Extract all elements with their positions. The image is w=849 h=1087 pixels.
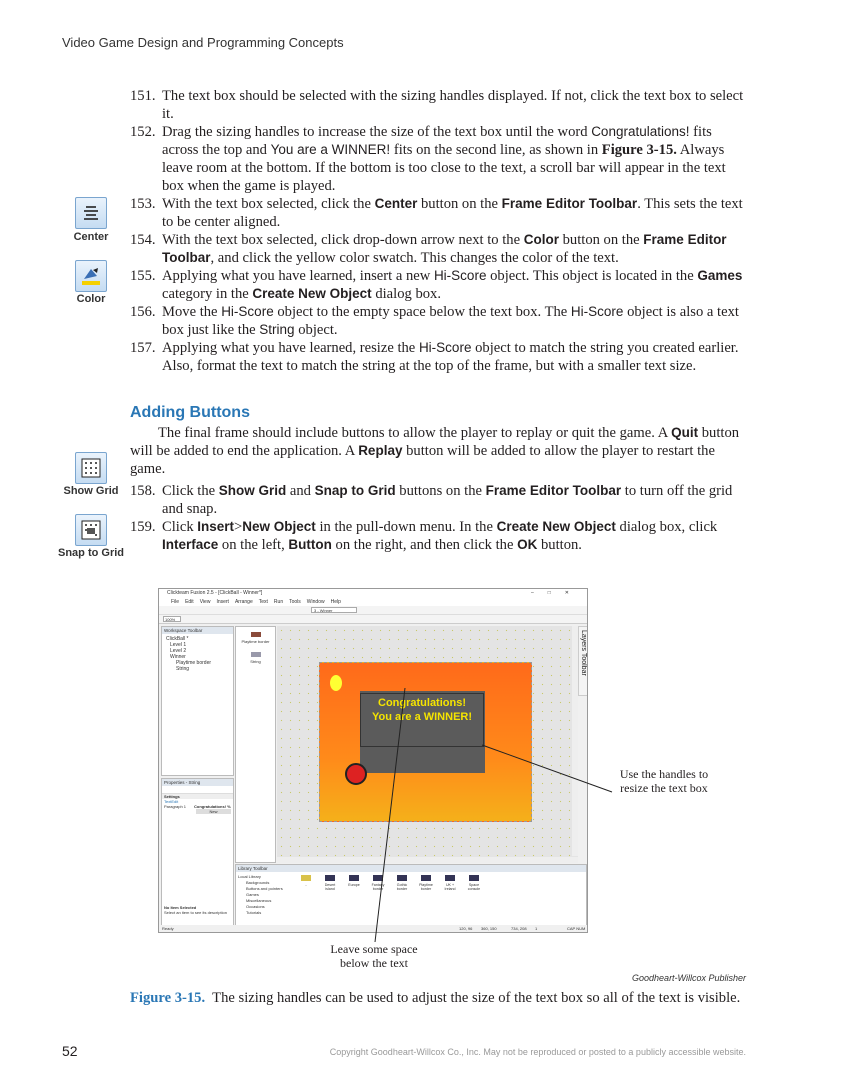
text-segment: object to match the string you created earlier. Also, format the text to match the string at the top of the frame, but with a smaller text size.	[162, 340, 739, 374]
status-pos3: 734, 208	[511, 926, 527, 931]
status-count: 1	[535, 926, 538, 931]
text-segment: OK	[517, 537, 538, 552]
library-item-label: Space console	[467, 883, 481, 891]
callout-handles: Use the handles to resize the text box	[619, 767, 709, 795]
text-segment: Create New Object	[252, 286, 372, 301]
step-number: 153.	[130, 196, 156, 212]
text-segment: button on the	[417, 196, 502, 212]
text-segment: Hi-Score	[418, 340, 472, 355]
text-segment: object. This object is located in the	[486, 268, 698, 284]
layers-toolbar-tab[interactable]: Layers Toolbar	[578, 626, 588, 696]
workspace-item[interactable]: ClickBall *	[166, 636, 189, 642]
text-segment: Games	[697, 268, 743, 283]
text-segment: fits on the second line, as shown in	[390, 142, 602, 158]
text-segment: on the right, and then click the	[331, 537, 518, 553]
text-segment: on the left,	[218, 537, 289, 553]
text-segment: Hi-Score	[433, 268, 487, 283]
text-segment: Interface	[162, 537, 219, 552]
paragraph-value[interactable]: Congratulations! %	[194, 804, 231, 809]
status-ready: Ready	[162, 926, 174, 931]
menu-run[interactable]: Run	[273, 599, 284, 605]
workspace-title: Workspace Toolbar	[162, 627, 233, 634]
running-header: Video Game Design and Programming Concepts	[62, 35, 344, 50]
text-segment: Create New Object	[496, 519, 616, 534]
object-playtime-border[interactable]: Playtime border	[241, 639, 270, 644]
step-number: 152.	[130, 124, 156, 140]
text-segment: Applying what you have learned, resize the	[162, 340, 419, 356]
library-item-label: Gothic border	[396, 883, 408, 891]
text-segment: New Object	[242, 519, 316, 534]
text-segment: button will be added to end the application. A	[130, 425, 740, 459]
menu-edit[interactable]: Edit	[185, 599, 194, 605]
copyright: Copyright Goodheart-Willcox Co., Inc. May not be reproduced or posted to a publicly accessible website.	[329, 1047, 746, 1057]
text-segment: buttons on the	[395, 483, 486, 499]
workspace-item[interactable]: Level 1	[170, 642, 187, 648]
text-segment: Hi-Score	[570, 304, 624, 319]
menu-help[interactable]: Help	[330, 599, 341, 605]
text-segment: String	[259, 322, 295, 337]
text-segment: Click the	[162, 483, 219, 499]
text-segment: With the text box selected, click the	[162, 196, 375, 212]
snap-to-grid-label: Snap to Grid	[58, 547, 124, 559]
figure-caption	[130, 989, 750, 1007]
library-category[interactable]: Backgrounds	[246, 880, 270, 885]
text-segment: Always leave room at the bottom. If the bottom is too close to the text, a scroll bar will appear in the text box when the game is played.	[162, 142, 726, 194]
text-segment: . This sets the text to be center aligned.	[162, 196, 743, 230]
text-segment: Quit	[671, 425, 699, 440]
text-segment: Center	[374, 196, 418, 211]
object-string[interactable]: String	[250, 659, 261, 664]
window-title: Clickteam Fusion 2.5 - [ClickBall - Winner*]	[167, 590, 263, 596]
step-number: 157.	[130, 340, 156, 356]
text-segment: Frame Editor Toolbar	[162, 232, 727, 265]
text-segment: Button	[288, 537, 332, 552]
congrats-text: Congratulations!	[378, 697, 466, 709]
text-segment: Applying what you have learned, insert a new	[162, 268, 434, 284]
desc-text: Select an item to see its description	[164, 910, 227, 915]
text-segment: category in the	[162, 286, 253, 302]
text-segment: Figure 3-15.	[601, 142, 677, 158]
library-category[interactable]: Occasions	[246, 904, 265, 909]
text-segment: and	[286, 483, 315, 499]
show-grid-label: Show Grid	[63, 485, 119, 497]
step-number: 155.	[130, 268, 156, 284]
library-title: Library Toolbar	[236, 865, 586, 872]
desc-title: No Item Selected	[164, 905, 197, 910]
library-category[interactable]: Miscellaneous	[246, 898, 272, 903]
text-segment: Hi-Score	[221, 304, 274, 319]
workspace-item[interactable]: String	[176, 666, 190, 672]
menu-tools[interactable]: Tools	[289, 599, 301, 605]
section-heading: Adding Buttons	[130, 404, 250, 421]
text-segment: >	[234, 519, 243, 535]
text-segment: With the text box selected, click drop-down arrow next to the	[162, 232, 524, 248]
text-segment: object.	[294, 322, 338, 338]
page-number: 52	[62, 1043, 78, 1059]
text-segment: You are a WINNER!	[270, 142, 391, 157]
text-segment: Snap to Grid	[314, 483, 396, 498]
text-segment: Drag the sizing handles to increase the size of the text box until the word	[162, 124, 592, 140]
text-segment: Congratulations!	[591, 124, 690, 139]
text-segment: Replay	[358, 443, 403, 458]
library-item-label: Europe	[348, 883, 360, 887]
library-category[interactable]: Buttons and pointers	[246, 886, 283, 891]
status-keys: CAP NUM	[567, 926, 586, 931]
winner-text: You are a WINNER!	[371, 711, 473, 723]
text-segment: in the pull-down menu. In the	[315, 519, 497, 535]
library-item-label: ..	[305, 883, 307, 887]
zoom-select[interactable]: 100%	[163, 616, 181, 622]
text-segment: button.	[537, 537, 582, 553]
text-segment: The final frame should include buttons to allow the player to replay or quit the game. A	[158, 425, 672, 441]
menu-text[interactable]: Text	[258, 599, 268, 605]
text-segment: fits across the top and	[162, 124, 712, 158]
text-segment: , and click the yellow color swatch. This changes the color of the text.	[210, 250, 619, 266]
properties-section: Settings	[162, 794, 233, 799]
frame-select[interactable]: 3 - Winner	[311, 607, 357, 613]
step-number: 154.	[130, 232, 156, 248]
library-category[interactable]: Games	[246, 892, 259, 897]
status-pos2: 360, 150	[481, 926, 497, 931]
text-segment: Move the	[162, 304, 222, 320]
library-category[interactable]: Tutorials	[246, 910, 262, 915]
workspace-item[interactable]: Winner	[170, 654, 186, 660]
library-category[interactable]: Local Library	[238, 874, 261, 879]
text-segment: dialog box, click	[615, 519, 718, 535]
text-segment: Click	[162, 519, 198, 535]
text-segment: Frame Editor Toolbar	[501, 196, 638, 211]
step-number: 159.	[130, 519, 156, 535]
center-label: Center	[73, 231, 109, 243]
text-segment: Show Grid	[218, 483, 287, 498]
text-segment: button on the	[558, 232, 644, 248]
menu-window[interactable]: Window	[306, 599, 325, 605]
text-segment: Insert	[197, 519, 235, 534]
step-number: 156.	[130, 304, 156, 320]
figure-credit: Goodheart-Willcox Publisher	[632, 973, 746, 983]
menu-arrange[interactable]: Arrange	[234, 599, 253, 605]
text-segment: button will be added to allow the player to restart the game.	[130, 443, 715, 477]
window-controls[interactable]: –□✕	[531, 590, 583, 596]
callout-space: Leave some space below the text	[330, 942, 418, 970]
text-segment: object is also a text box just like the	[162, 304, 739, 338]
properties-title: Properties - String	[162, 779, 233, 786]
caption-text: The sizing handles can be used to adjust the size of the text box so all of the text is visible.	[212, 990, 741, 1006]
step-number: 158.	[130, 483, 156, 499]
workspace-item[interactable]: Level 2	[170, 648, 187, 654]
text-segment: object to the empty space below the text box. The	[273, 304, 571, 320]
text-segment: Color	[523, 232, 559, 247]
paragraph-label: Paragraph 1	[164, 804, 187, 809]
library-item-label: UK + Ireland	[444, 883, 456, 891]
workspace-item[interactable]: Playtime border	[176, 660, 212, 666]
text-segment: dialog box.	[371, 286, 441, 302]
color-label: Color	[76, 293, 106, 305]
caption-label: Figure 3-15.	[130, 990, 206, 1006]
text-segment: The text box should be selected with the sizing handles displayed. If not, click the text box to select it.	[162, 88, 744, 122]
library-item-label: Fantasy border	[371, 883, 385, 891]
menu-insert[interactable]: Insert	[216, 599, 229, 605]
text-segment: Frame Editor Toolbar	[485, 483, 622, 498]
library-item-label: Desert island	[324, 883, 336, 891]
properties-subsection: TextEdit	[164, 799, 179, 804]
new-paragraph-button[interactable]: New	[196, 809, 231, 814]
menu-view[interactable]: View	[199, 599, 211, 605]
menu-file[interactable]: File	[171, 599, 180, 605]
status-pos1: 120, 96	[459, 926, 473, 931]
library-item-label: Playtime border	[419, 883, 433, 891]
text-segment: to turn off the grid and snap.	[162, 483, 733, 517]
step-number: 151.	[130, 88, 156, 104]
